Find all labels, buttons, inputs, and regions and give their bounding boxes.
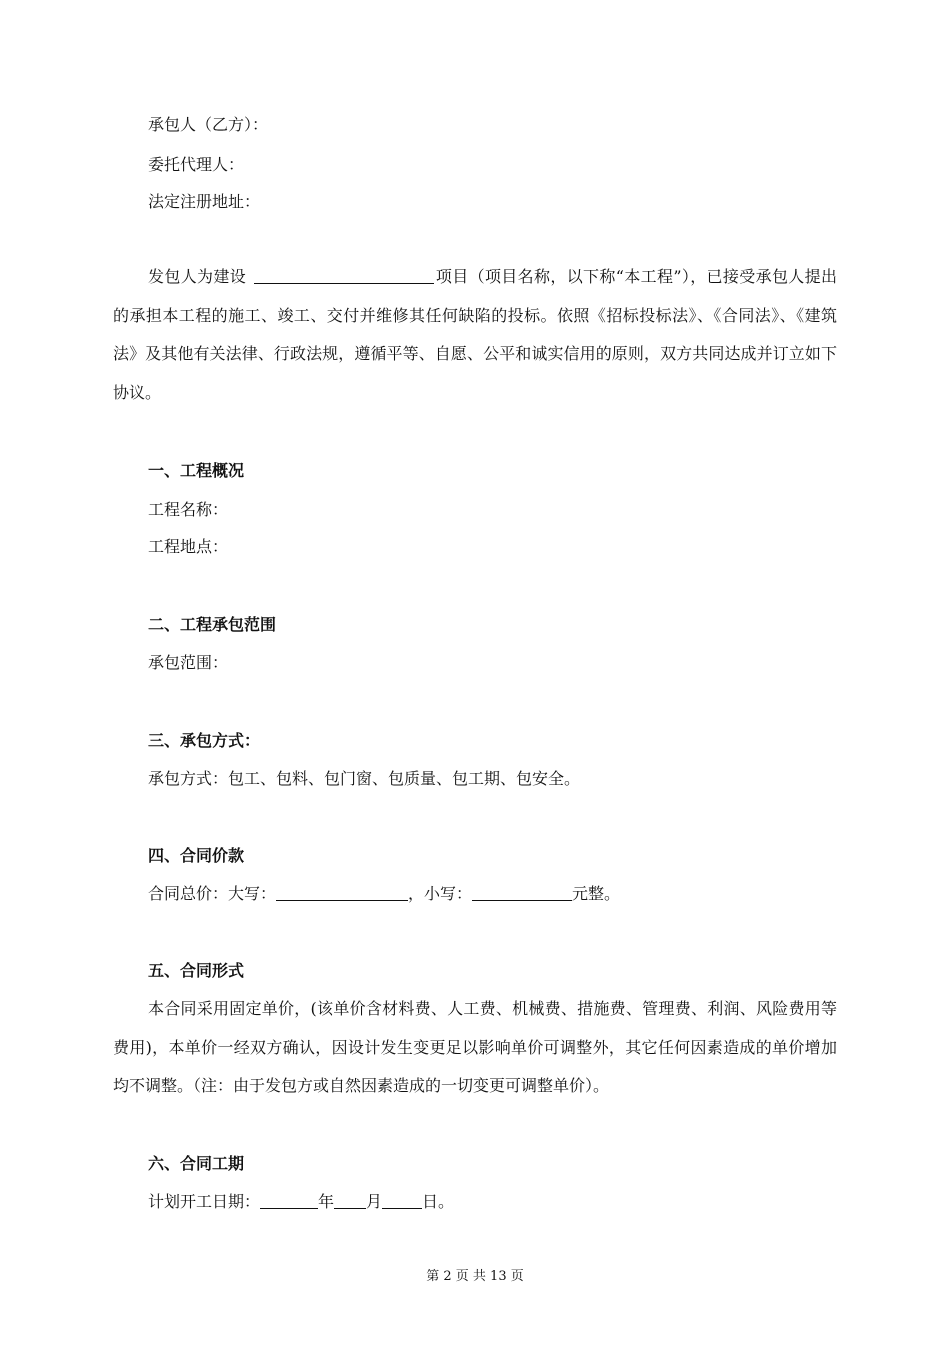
contractor-label: 承包人（乙方）： bbox=[148, 115, 269, 134]
section4-title: 四、合同价款 bbox=[148, 846, 245, 865]
day-label: 日。 bbox=[422, 1192, 455, 1211]
month-blank bbox=[334, 1192, 366, 1209]
small-label: ，小写： bbox=[408, 884, 473, 903]
section1-title: 一、工程概况 bbox=[148, 461, 245, 480]
agent-label: 委托代理人： bbox=[148, 155, 245, 174]
intro-part2: 项目（项目名称，以下称“本工程”），已接受承包人提出的承担本工程的施工、竣工、交付并维修其任何缺陷的投标。依照《招标投标法》、《合同法》、《建筑法》及其他有关法律、行政法规，遵循平等、自愿、公平和诚实信用的原则，双方共同达成并订立如下协议。 bbox=[113, 267, 837, 402]
intro-paragraph bbox=[113, 258, 837, 412]
section5-paragraph: 本合同采用固定单价，(该单价含材料费、人工费、机械费、措施费、管理费、利润、风险费用等费用)，本单价一经双方确认，因设计发生变更足以影响单价可调整外，其它任何因素造成的单价增加均不调整。（注：由于发包方或自然因素造成的一切变更可调整单价）。 bbox=[113, 999, 837, 1095]
day-blank bbox=[382, 1192, 422, 1209]
intro-part1: 发包人为建设 bbox=[148, 267, 252, 286]
section5-title: 五、合同形式 bbox=[148, 961, 245, 980]
section6-title: 六、合同工期 bbox=[148, 1154, 245, 1173]
month-label: 月 bbox=[366, 1192, 383, 1211]
section3-title: 三、承包方式： bbox=[148, 731, 261, 750]
project-location-label: 工程地点： bbox=[148, 537, 229, 556]
price-unit: 元整。 bbox=[572, 884, 621, 903]
price-label: 合同总价：大写： bbox=[148, 884, 277, 903]
price-number-blank bbox=[472, 884, 572, 901]
method-text: 承包方式：包工、包料、包门窗、包质量、包工期、包安全。 bbox=[148, 769, 581, 788]
address-label: 法定注册地址： bbox=[148, 192, 261, 211]
section2-title: 二、工程承包范围 bbox=[148, 615, 277, 634]
project-name-blank bbox=[254, 267, 434, 284]
contract-price-line bbox=[148, 884, 620, 904]
year-blank bbox=[260, 1192, 318, 1209]
project-name-label: 工程名称： bbox=[148, 500, 229, 519]
start-date-label: 计划开工日期： bbox=[148, 1192, 261, 1211]
year-label: 年 bbox=[318, 1192, 335, 1211]
start-date-line bbox=[148, 1192, 454, 1212]
scope-label: 承包范围： bbox=[148, 653, 229, 672]
page-footer: 第 2 页 共 13 页 bbox=[426, 1269, 524, 1284]
price-words-blank bbox=[276, 884, 408, 901]
